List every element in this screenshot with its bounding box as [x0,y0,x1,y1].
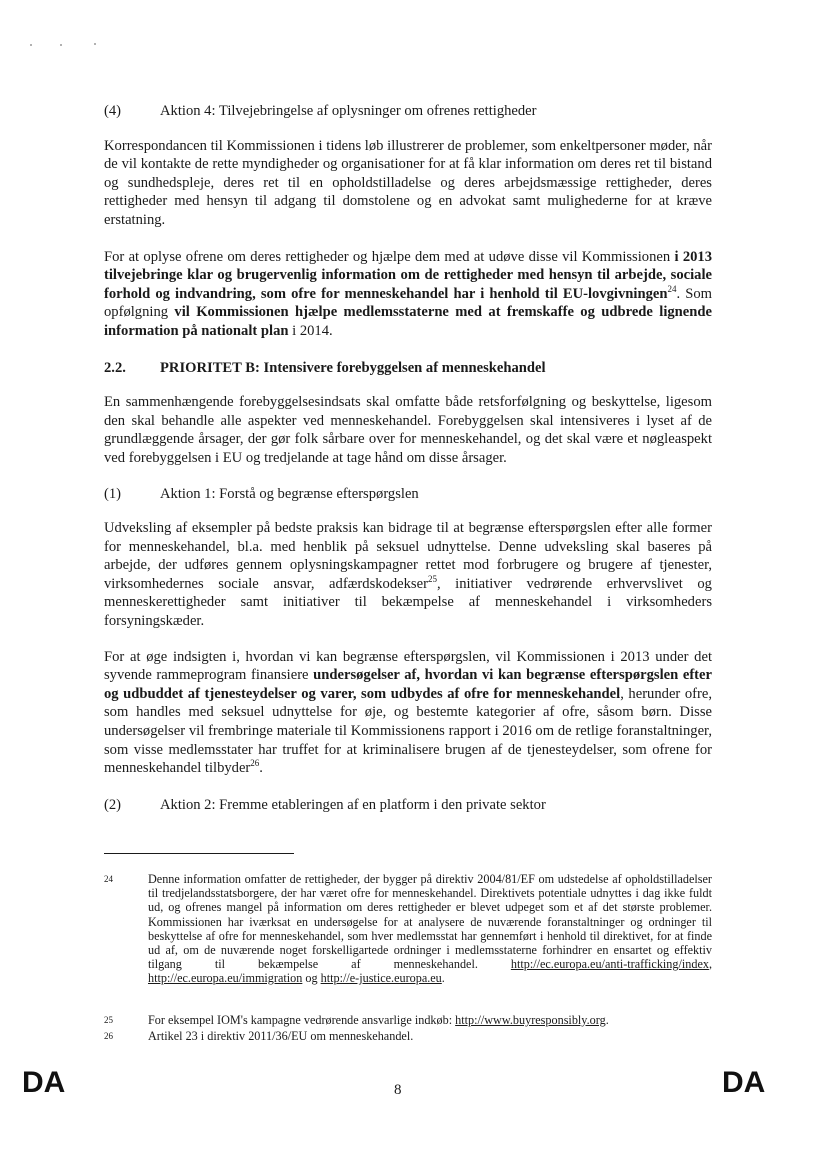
language-code-right: DA [722,1066,766,1099]
action-2-heading [104,796,712,815]
priority-b-heading [104,359,712,378]
action-1-number: (1) [104,485,122,502]
footnote-ref-26[interactable]: 26 [250,758,260,769]
footnote-25-text: For eksempel IOM's kampagne vedrørende ansvarlige indkøb: http://www.buyresponsibly.org. [148,1013,609,1027]
footnote-24-text: Denne information omfatter de rettigheder, der bygger på direktiv 2004/81/EF om udstedelse af opholdstilladelser til tredjelandsstatsborgere, der har været ofre for menneskehandel. Direktivets potentiale udnyttes i dag ikke fuldt ud, og ofrenes mangel på information om deres rettigheder er blevet udpeget som et af det største problemer. Kommissionen har iværksat en undersøgelse for at analysere de nuværende foranstaltninger og ordninger til beskyttelse af ofre for menneskehandel, som hver medlemsstat har gennemført i henhold til direktivet, for at finde ud af, om de nuværende noget forskelligartede ordninger i medlemsstaterne forhindrer en ensartet og effektiv tilgang til bekæmpelse af menneskehandel. http://ec.europa.eu/anti-trafficking/index, http://ec.europa.eu/immigration og http://e-justice.europa.eu. [148,872,712,986]
link-e-justice[interactable]: http://e-justice.europa.eu [320,971,442,986]
section-number: 2.2. [104,359,126,376]
link-immigration[interactable]: http://ec.europa.eu/immigration [148,971,303,986]
action-2-number: (2) [104,796,122,813]
main-text [104,92,712,814]
bold-commitment-member-states: vil Kommissionen hjælpe medlemsstaterne med at fremskaffe og udbrede lignende information på nationalt plan [104,304,712,339]
footnote-ref-24[interactable]: 24 [667,283,677,294]
scan-artifact-dot [94,43,96,45]
action-2-title: Aktion 2: Fremme etableringen af en platform i den private sektor [160,796,546,813]
paragraph-best-practice: Udveksling af eksempler på bedste praksis kan bidrage til at begrænse efterspørgslen efter alle former for menneskehandel, bl.a. med henblik på seksuel udnyttelse. Denne udveksling skal baseres på arbejde, der udføres gennem oplysningskampagner rettet mod forbrugere og brugere af tjenester, virksomhedernes sociale ansvar, adfærdskodekser$^{25}$, initiativer vedrørende erhvervslivet og menneskerettigheder samt initiativer til bekæmpelse af menneskehandel i virksomheders forsyningskæder. [104,520,712,630]
footnote-24 [104,872,712,986]
footnote-ref-25[interactable]: 25 [427,574,437,585]
section-title: PRIORITET B: Intensivere forebyggelsen af menneskehandel [160,359,546,376]
footnote-25-marker: 25 [104,1015,113,1025]
scan-artifact-dot [30,44,32,46]
action-4-number: (4) [104,103,122,119]
language-code-left: DA [22,1066,66,1099]
scan-artifact-dot [60,44,62,46]
paragraph-prevention: En sammenhængende forebyggelsesindsats skal omfatte både retsforfølgning og beskyttelse, ligesom den skal behandle alle aspekter ved menneskehandel. Forebyggelsen skal intensiveres i lyset af de grundlæggende årsager, der gør folk sårbare over for menneskehandel, og det skal være et nøgleaspekt ved forebyggelsen i EU og tredjelande at tage hånd om disse årsager. [104,394,712,466]
paragraph-demand-studies: For at øge indsigten i, hvordan vi kan begrænse efterspørgslen, vil Kommissionen i 2013 under det syvende rammeprogram finansiere undersøgelser af, hvordan vi kan begrænse efterspørgslen efter og udbuddet af tjenesteydelser og varer, som udbydes af ofre for menneskehandel, herunder ofre, som handles med seksuel udnyttelse for øje, og bestemte kategorier af ofre, såsom børn. Disse undersøgelser vil frembringe materiale til Kommissionens rapport i 2016 om de retlige foranstaltninger, som visse medlemsstater har truffet for at kriminalisere brugen af de tjenesteydelser, som ofrene for menneskehandel tilbyder$^{26}$. [104,648,713,777]
bold-commitment-2013: i 2013 tilvejebringe klar og brugervenlig information om de rettigheder med hensyn til arbejde, sociale forhold og indvandring, som ofre for menneskehandel har i henhold til EU-lovgivningen [104,248,713,302]
footnote-25 [104,1013,712,1027]
footnote-24-marker: 24 [104,874,113,884]
bold-studies: undersøgelser af, hvordan vi kan begrænse efterspørgslen efter og udbuddet af tjenesteydelser og varer, som udbydes af ofre for menneskehandel [104,667,712,702]
paragraph-inform-victims: For at oplyse ofrene om deres rettigheder og hjælpe dem med at udøve disse vil Kommissionen i 2013 tilvejebringe klar og brugervenlig information om de rettigheder med hensyn til arbejde, sociale forhold og indvandring, som ofre for menneskehandel har i henhold til EU-lovgivningen$^{24}$. Som opfølgning vil Kommissionen hjælpe medlemsstaterne med at fremskaffe og udbrede lignende information på nationalt plan i 2014. [104,248,713,339]
footnote-26-marker: 26 [104,1031,113,1041]
action-4-title: Aktion 4: Tilvejebringelse af oplysninger om ofrenes rettigheder [160,103,537,119]
paragraph-correspondence: Korrespondancen til Kommissionen i tidens løb illustrerer de problemer, som enkeltpersoner møder, når de vil kontakte de rette myndigheder og organisationer for at få klar information om deres ret til bistand og sundhedspleje, deres ret til en opholdstilladelse og deres arbejdsmæssige rettigheder, deres rettigheder med hensyn til adgang til domstolene og en advokat samt mulighederne for at kræve erstatning. [104,137,712,228]
page-number: 8 [394,1082,402,1098]
link-anti-trafficking[interactable]: http://ec.europa.eu/anti-trafficking/index [510,957,709,972]
footnote-26-text: Artikel 23 i direktiv 2011/36/EU om menneskehandel. [148,1029,414,1043]
footnote-26 [104,1029,712,1043]
action-1-title: Aktion 1: Forstå og begrænse efterspørgslen [160,485,419,502]
footnote-separator [104,853,294,854]
action-1-heading [104,485,712,504]
action-4-heading [104,102,712,121]
link-buyresponsibly[interactable]: http://www.buyresponsibly.org [455,1013,606,1027]
